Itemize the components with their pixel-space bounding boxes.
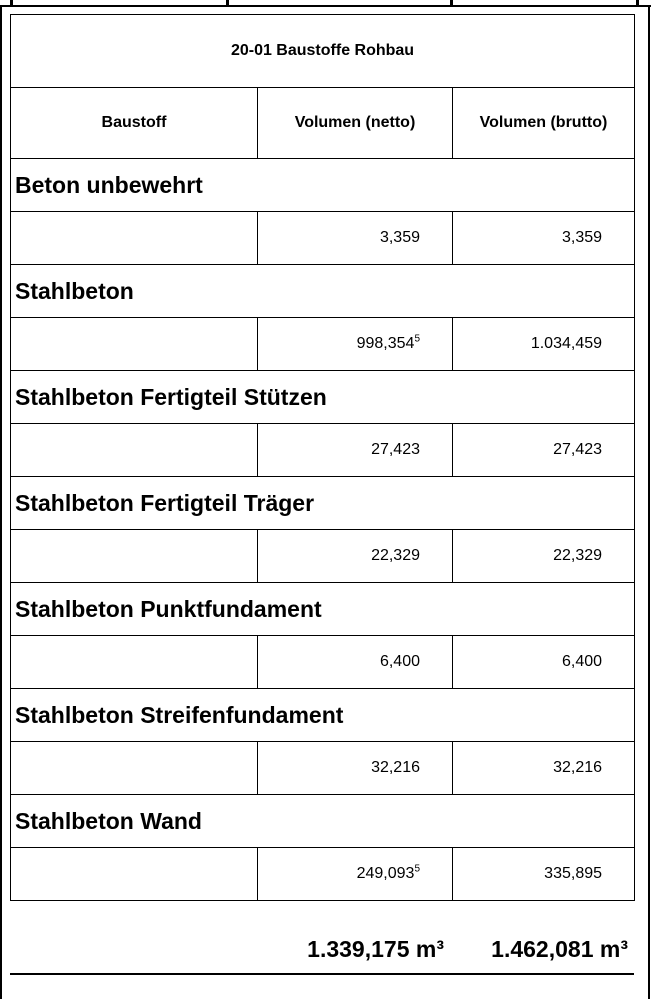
table-row [11,848,635,901]
volume-brutto-cell: 1.034,459 [453,318,635,371]
volume-brutto-cell: 27,423 [453,424,635,477]
volume-netto-value: 3,359 [379,229,420,246]
volume-netto-cell [258,848,453,901]
group-heading: Stahlbeton Streifenfundament [11,689,635,742]
column-header-volumen-brutto: Volumen (brutto) [453,88,635,159]
group-heading: Stahlbeton Fertigteil Träger [11,477,635,530]
group-heading: Stahlbeton Fertigteil Stützen [11,371,635,424]
volume-netto-value: 249,093 [356,865,415,882]
totals-row [10,921,634,973]
volume-netto-superscript: 5 [414,333,420,345]
table-row [11,212,635,265]
table-row [11,636,635,689]
blank-cell [11,530,258,583]
blank-cell [11,636,258,689]
total-brutto: 1.462,081 m³ [491,936,628,962]
blank-cell [11,742,258,795]
volume-brutto-cell: 335,895 [453,848,635,901]
materials-table [10,14,635,901]
table-row [11,424,635,477]
blank-cell [11,424,258,477]
volume-netto-value: 998,354 [356,335,415,352]
volume-netto-cell [258,742,453,795]
volume-netto-cell [258,424,453,477]
table-row [11,742,635,795]
top-border-strip [0,0,651,7]
materials-sheet [10,14,634,901]
volume-brutto-cell: 6,400 [453,636,635,689]
column-header-baustoff: Baustoff [11,88,258,159]
volume-netto-value: 22,329 [371,547,420,564]
total-netto: 1.339,175 m³ [307,936,444,962]
blank-cell [11,848,258,901]
volume-netto-value: 27,423 [371,441,420,458]
blank-cell [11,212,258,265]
bottom-rule [10,973,634,975]
table-row [11,530,635,583]
volume-netto-value: 32,216 [371,759,420,776]
volume-netto-cell [258,636,453,689]
page-right-border [648,5,650,999]
group-heading: Stahlbeton Punktfundament [11,583,635,636]
table-title: 20-01 Baustoffe Rohbau [11,15,635,88]
volume-netto-cell [258,318,453,371]
column-header-volumen-netto: Volumen (netto) [258,88,453,159]
volume-brutto-cell: 32,216 [453,742,635,795]
header-row [11,88,635,159]
group-heading: Beton unbewehrt [11,159,635,212]
volume-brutto-cell: 22,329 [453,530,635,583]
volume-netto-cell [258,530,453,583]
volume-brutto-cell: 3,359 [453,212,635,265]
page-left-border [0,5,2,999]
table-row [11,318,635,371]
volume-netto-cell [258,212,453,265]
blank-cell [11,318,258,371]
volume-netto-value: 6,400 [379,653,420,670]
group-heading: Stahlbeton Wand [11,795,635,848]
volume-netto-superscript: 5 [414,863,420,875]
group-heading: Stahlbeton [11,265,635,318]
